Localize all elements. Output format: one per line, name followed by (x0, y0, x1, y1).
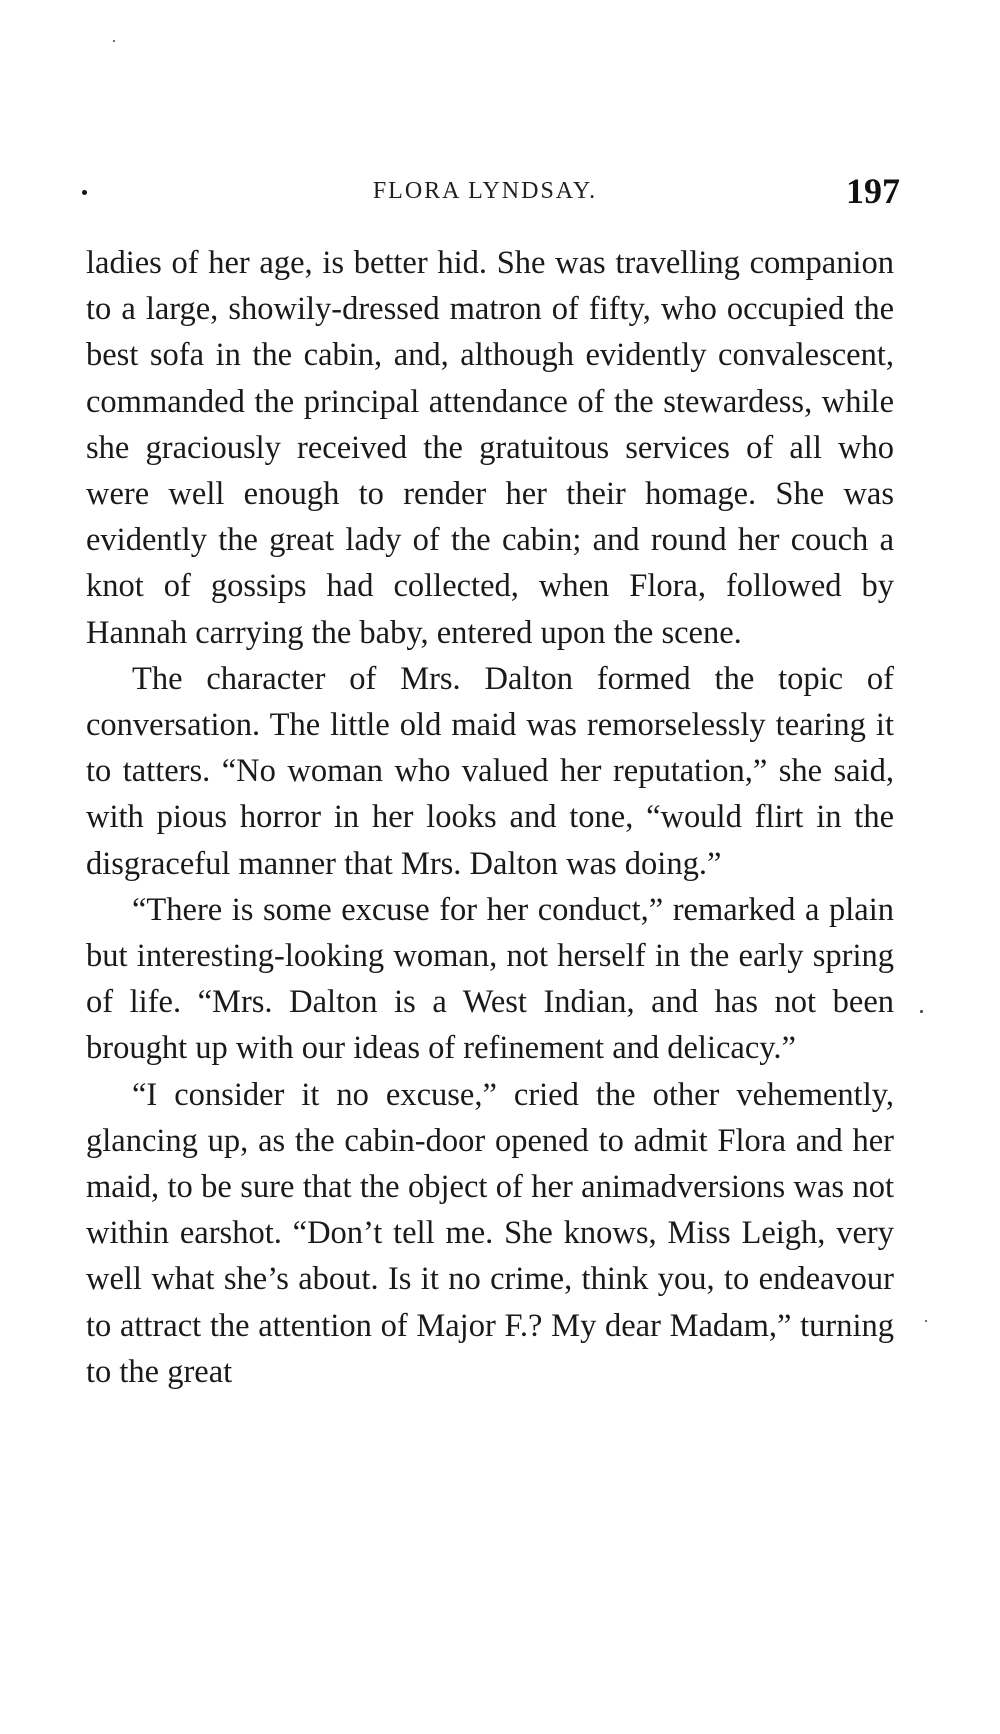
paper-speck (925, 1320, 927, 1322)
page-number: 197 (846, 171, 900, 211)
page-header (70, 170, 900, 220)
running-title: FLORA LYNDSAY. (372, 178, 598, 204)
paragraph-3: “There is some excuse for her conduct,” remarked a plain but interesting-looking woman, not herself in the early spring of life. “Mrs. Dalton is a West Indian, and has not been brought up with our ideas of refinement and delicacy.” (86, 891, 894, 1067)
paragraph-4: “I consider it no excuse,” cried the other vehemently, glancing up, as the cabin-door opened to admit Flora and her maid, to be sure that the object of her animadversions was not within earshot. “Don’t tell me. She knows, Miss Leigh, very well what she’s about. Is it no crime, think you, to endeavour to attract the attention of Major F.? My dear Madam,” turning to the great (86, 1076, 894, 1390)
body-text (86, 240, 894, 1395)
paper-speck (113, 40, 115, 42)
paper-speck (920, 1010, 923, 1013)
paragraph-2: The character of Mrs. Dalton formed the topic of conversation. The little old maid was remorselessly tearing it to tatters. “No woman who valued her reputation,” she said, with pious horror in her looks and tone, “would flirt in the disgraceful manner that Mrs. Dalton was doing.” (86, 660, 894, 882)
paragraph-1: ladies of her age, is better hid. She was travelling companion to a large, showily-dressed matron of fifty, who occupied the best sofa in the cabin, and, although evidently convalescent, commanded the principal attendance of the stewardess, while she graciously received the gratuitous services of all who were well enough to render her their homage. She was evidently the great lady of the cabin; and round her couch a knot of gossips had collected, when Flora, followed by Hannah carrying the baby, entered upon the scene. (86, 245, 894, 651)
